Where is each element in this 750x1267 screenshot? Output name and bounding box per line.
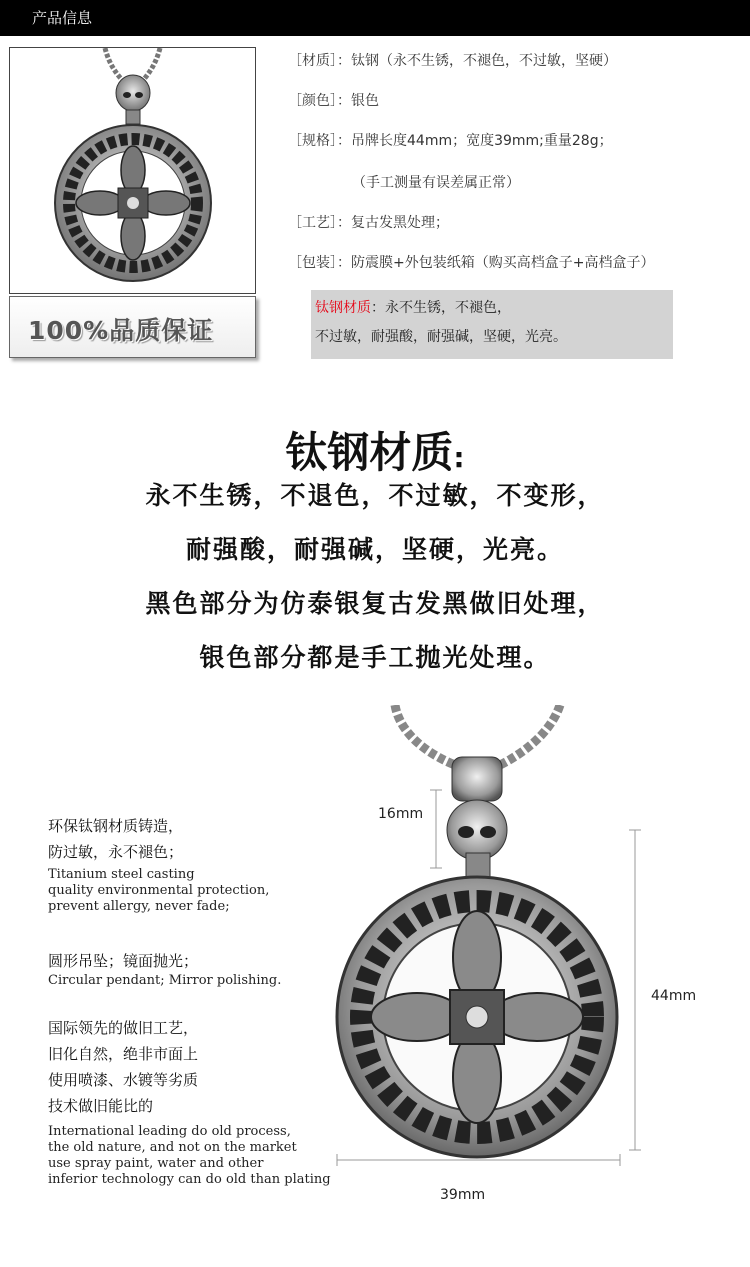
highlight-label: 钛钢材质 <box>315 300 371 316</box>
spec-craft: ［工艺］：复古发黑处理； <box>288 215 449 231</box>
dimension-height: 44mm <box>651 988 697 1004</box>
feature-1-cn-1: 环保钛钢材质铸造， <box>48 817 184 835</box>
slogan-line-3: 黑色部分为仿泰银复古发黑做旧处理， <box>145 589 605 618</box>
quality-badge-text: 100%品质保证 <box>28 316 214 345</box>
slogan-line-1: 永不生锈，不退色，不过敏，不变形， <box>145 481 605 510</box>
dimension-width: 39mm <box>440 1187 486 1203</box>
feature-3-cn-4: 技术做旧能比的 <box>48 1097 154 1115</box>
feature-3-cn-1: 国际领先的做旧工艺， <box>48 1019 199 1037</box>
dimension-bail: 16mm <box>378 806 424 822</box>
spec-material: ［材质］：钛钢（永不生锈，不褪色，不过敏，坚硬） <box>288 53 617 69</box>
spec-package: ［包装］：防震膜+外包装纸箱（购买高档盒子+高档盒子） <box>288 255 655 271</box>
feature-2-en-1: Circular pendant; Mirror polishing. <box>48 973 282 988</box>
feature-3-en-1: International leading do old process, <box>48 1124 291 1139</box>
highlight-line-1: 钛钢材质：永不生锈，不褪色， <box>315 300 511 316</box>
feature-3-en-3: use spray paint, water and other <box>48 1156 264 1171</box>
spec-size: ［规格］：吊牌长度44mm；宽度39mm;重量28g； <box>288 133 613 149</box>
feature-2-cn-1: 圆形吊坠；镜面抛光； <box>48 952 199 970</box>
section-title: 钛钢材质: <box>285 428 465 477</box>
feature-3-en-2: the old nature, and not on the market <box>48 1140 297 1155</box>
feature-1-en-1: Titanium steel casting <box>48 867 195 882</box>
feature-3-cn-3: 使用喷漆、水镀等劣质 <box>48 1071 199 1089</box>
feature-3-cn-2: 旧化自然，绝非市面上 <box>48 1045 199 1063</box>
feature-1-en-3: prevent allergy, never fade; <box>48 899 230 914</box>
feature-3-en-4: inferior technology can do old than plating <box>48 1172 331 1187</box>
spec-color: ［颜色］：银色 <box>288 93 379 109</box>
highlight-line-2: 不过敏，耐强酸，耐强碱，坚硬，光亮。 <box>315 329 567 345</box>
spec-size-note: （手工测量有误差属正常） <box>352 175 520 191</box>
header-title: 产品信息 <box>32 9 93 27</box>
slogan-line-4: 银色部分都是手工抛光处理。 <box>199 643 551 672</box>
feature-1-en-2: quality environmental protection, <box>48 883 270 898</box>
feature-1-cn-2: 防过敏，永不褪色； <box>48 843 184 861</box>
slogan-line-2: 耐强酸，耐强碱，坚硬，光亮。 <box>185 535 564 564</box>
